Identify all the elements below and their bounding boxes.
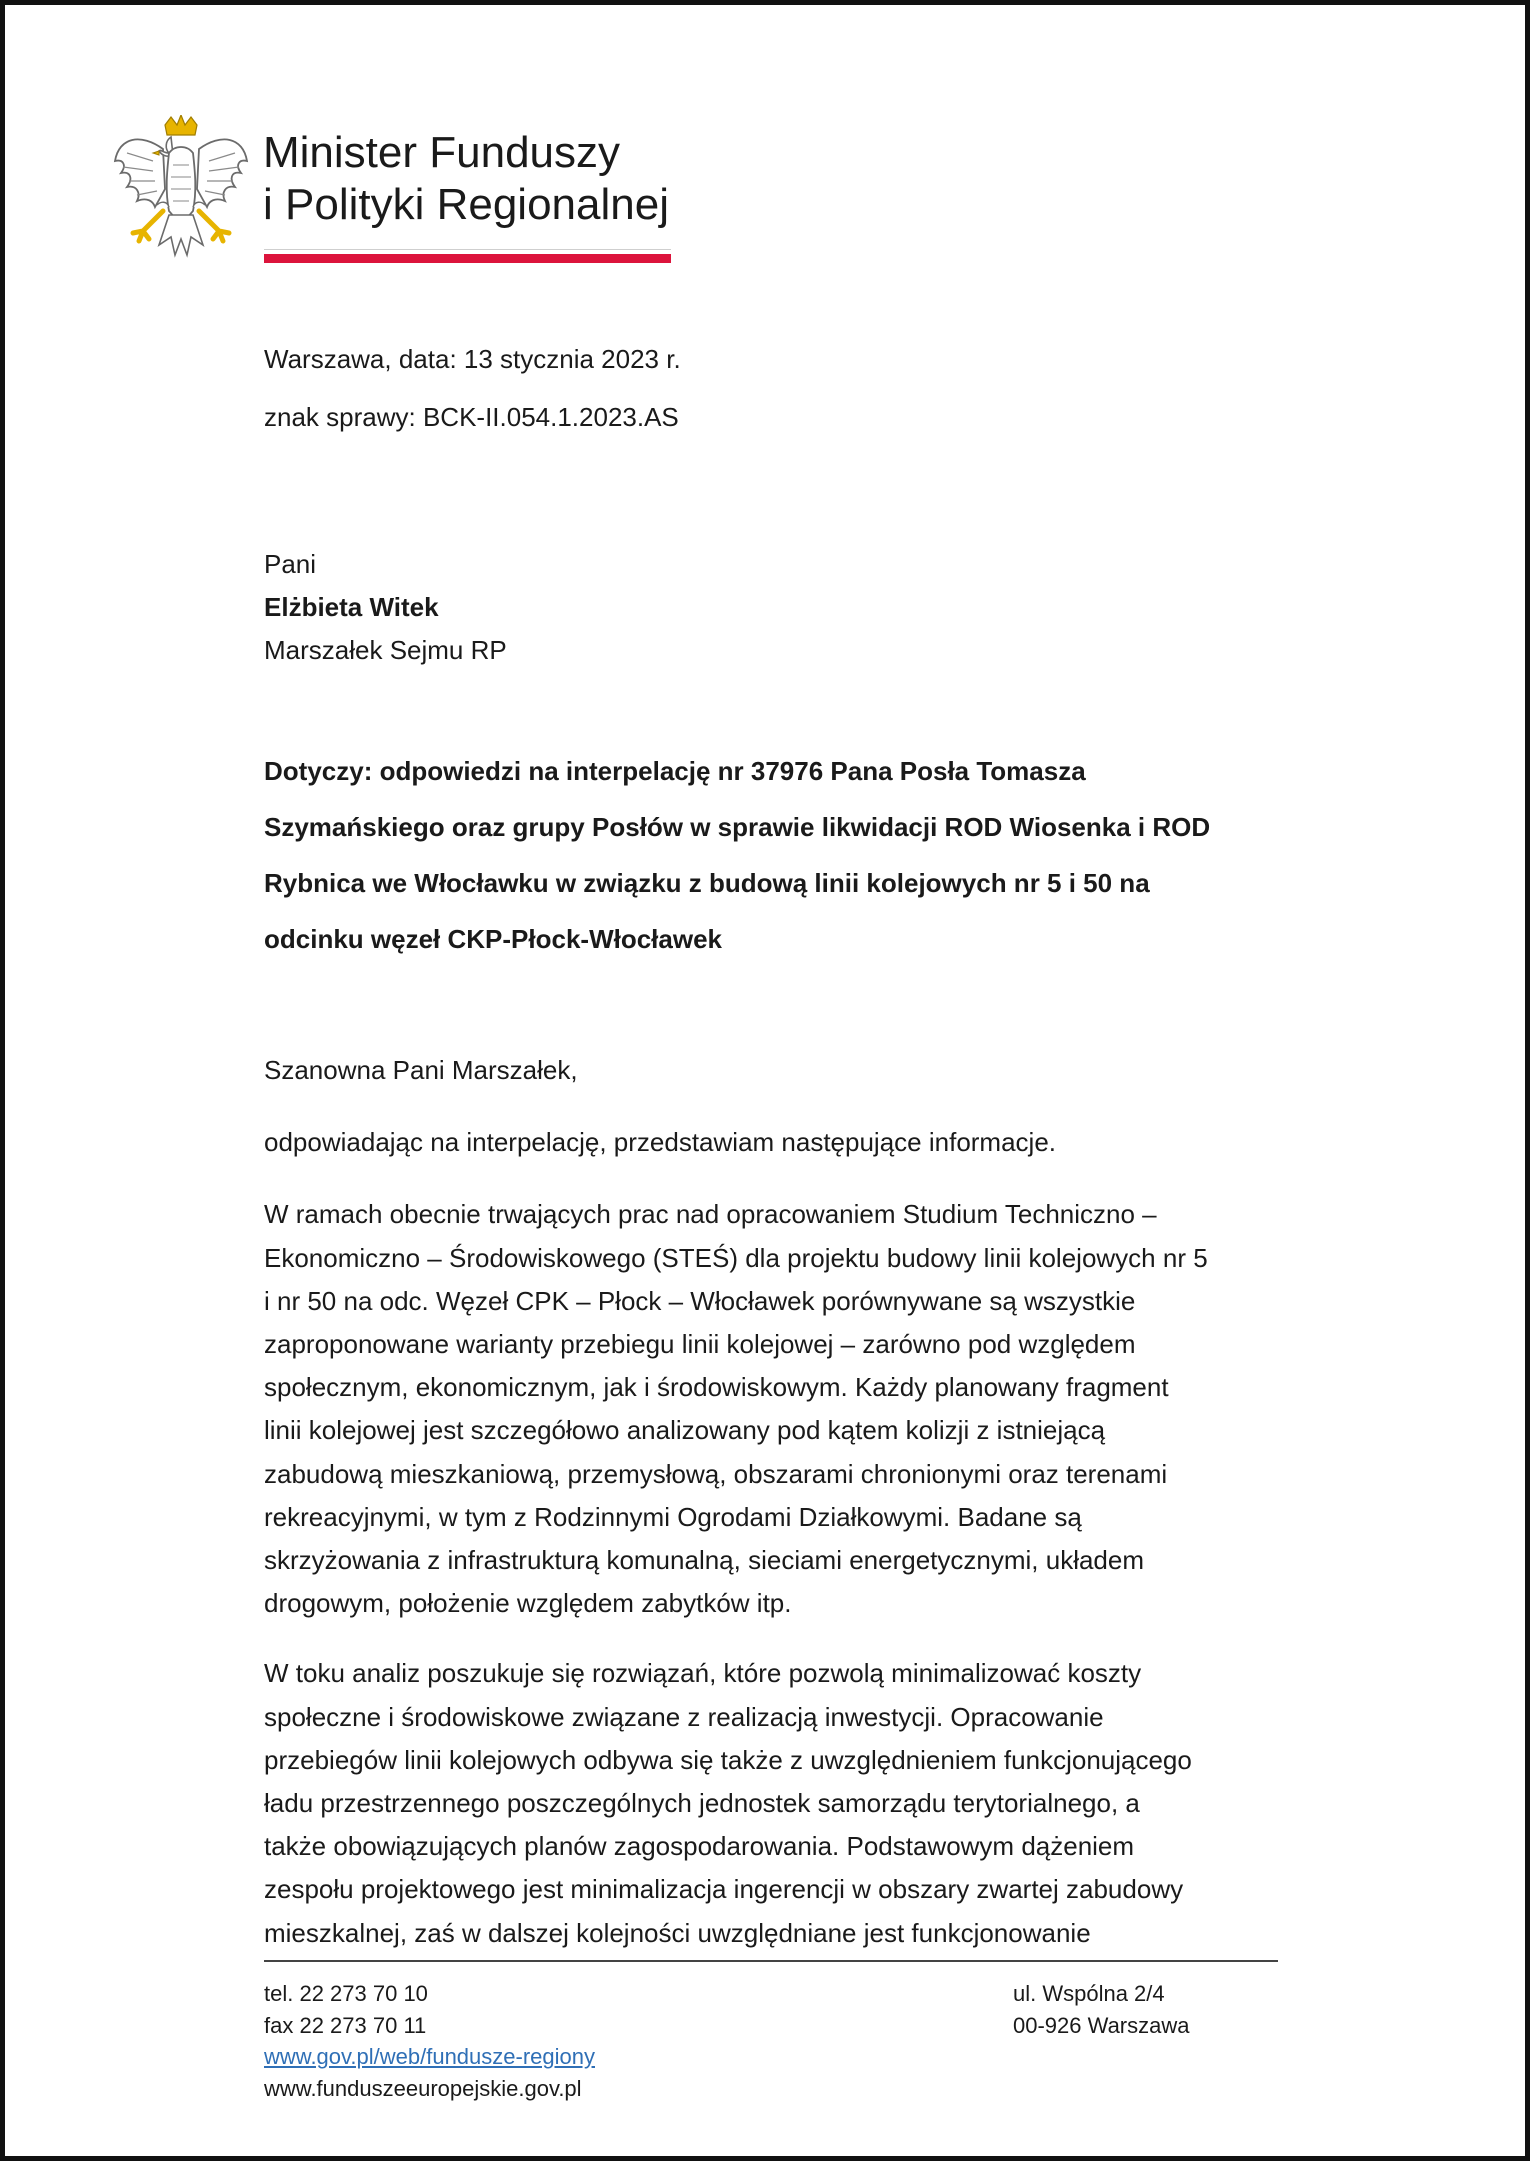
recipient-block (264, 543, 507, 672)
paragraph-line: Ekonomiczno – Środowiskowego (STEŚ) dla projektu budowy linii kolejowych nr 5 (264, 1242, 1208, 1273)
body-intro: odpowiadając na interpelację, przedstawiam następujące informacje. (264, 1127, 1057, 1158)
paragraph-line: zaproponowane warianty przebiegu linii kolejowej – zarówno pod względem (264, 1329, 1136, 1360)
body-paragraph-2 (264, 1652, 1294, 1954)
ministry-name-line1: Minister Funduszy (263, 128, 621, 177)
footer-contact (264, 1978, 595, 2104)
paragraph-line: ładu przestrzennego poszczególnych jednostek samorządu terytorialnego, a (264, 1788, 1140, 1819)
body-salutation: Szanowna Pani Marszałek, (264, 1055, 578, 1085)
paragraph-line: zespołu projektowego jest minimalizacja ingerencji w obszary zwartej zabudowy (264, 1874, 1184, 1905)
ministry-name-line2: i Polityki Regionalnej (263, 180, 669, 229)
footer-divider (264, 1960, 1278, 1962)
paragraph-line: zabudową mieszkaniową, przemysłową, obszarami chronionymi oraz terenami (264, 1458, 1168, 1489)
footer-postal-city: 00-926 Warszawa (1013, 2012, 1190, 2038)
paragraph-line: skrzyżowania z infrastrukturą komunalną, sieciami energetycznymi, układem (264, 1545, 1145, 1576)
paragraph-line: także obowiązujących planów zagospodarowania. Podstawowym dążeniem (264, 1831, 1135, 1862)
footer-fax: fax 22 273 70 11 (264, 2012, 427, 2038)
polish-white-eagle-emblem-icon (113, 115, 249, 265)
letter-date: Warszawa, data: 13 stycznia 2023 r. (264, 344, 681, 374)
footer-website-2: www.funduszeeuropejskie.gov.pl (264, 2075, 582, 2101)
paragraph-line: linii kolejowej jest szczegółowo analizowany pod kątem kolizji z istniejącą (264, 1415, 1106, 1446)
paragraph-line: społecznym, ekonomicznym, jak i środowiskowym. Każdy planowany fragment (264, 1372, 1169, 1403)
paragraph-line: W toku analiz poszukuje się rozwiązań, które pozwolą minimalizować koszty (264, 1658, 1142, 1689)
subject-line: Szymańskiego oraz grupy Posłów w sprawie likwidacji ROD Wiosenka i ROD (264, 812, 1211, 842)
recipient-salutation: Pani (264, 549, 317, 579)
ministry-name (263, 127, 669, 231)
footer-street: ul. Wspólna 2/4 (1013, 1981, 1165, 2006)
paragraph-line: drogowym, położenie względem zabytków itp. (264, 1588, 792, 1619)
paragraph-line: mieszkalnej, zaś w dalszej kolejności uwzględniane jest funkcjonowanie (264, 1917, 1091, 1948)
subject-line: Dotyczy: odpowiedzi na interpelację nr 37976 Pana Posła Tomasza (264, 756, 1086, 786)
flag-bar-red (264, 254, 671, 263)
case-number: znak sprawy: BCK-II.054.1.2023.AS (264, 402, 679, 432)
subject-block (264, 743, 1274, 967)
footer-address (1013, 1978, 1189, 2041)
footer-website-link[interactable]: www.gov.pl/web/fundusze-regiony (264, 2044, 595, 2069)
body-paragraph-1 (264, 1193, 1294, 1625)
paragraph-line: przebiegów linii kolejowych odbywa się także z uwzględnieniem funkcjonującego (264, 1744, 1192, 1775)
subject-line: odcinku węzeł CKP-Płock-Włocławek (264, 924, 722, 954)
subject-line: Rybnica we Włocławku w związku z budową linii kolejowych nr 5 i 50 na (264, 868, 1150, 898)
paragraph-line: społeczne i środowiskowe związane z realizacją inwestycji. Opracowanie (264, 1701, 1104, 1732)
paragraph-line: W ramach obecnie trwających prac nad opracowaniem Studium Techniczno – (264, 1199, 1157, 1230)
paragraph-line: rekreacyjnymi, w tym z Rodzinnymi Ogrodami Działkowymi. Badane są (264, 1501, 1082, 1532)
footer-phone: tel. 22 273 70 10 (264, 1981, 428, 2006)
flag-bar (264, 249, 671, 263)
letter-body (264, 1049, 1294, 1955)
paragraph-line: i nr 50 na odc. Węzeł CPK – Płock – Włocławek porównywane są wszystkie (264, 1285, 1136, 1316)
recipient-title: Marszałek Sejmu RP (264, 635, 507, 665)
recipient-name: Elżbieta Witek (264, 592, 439, 622)
